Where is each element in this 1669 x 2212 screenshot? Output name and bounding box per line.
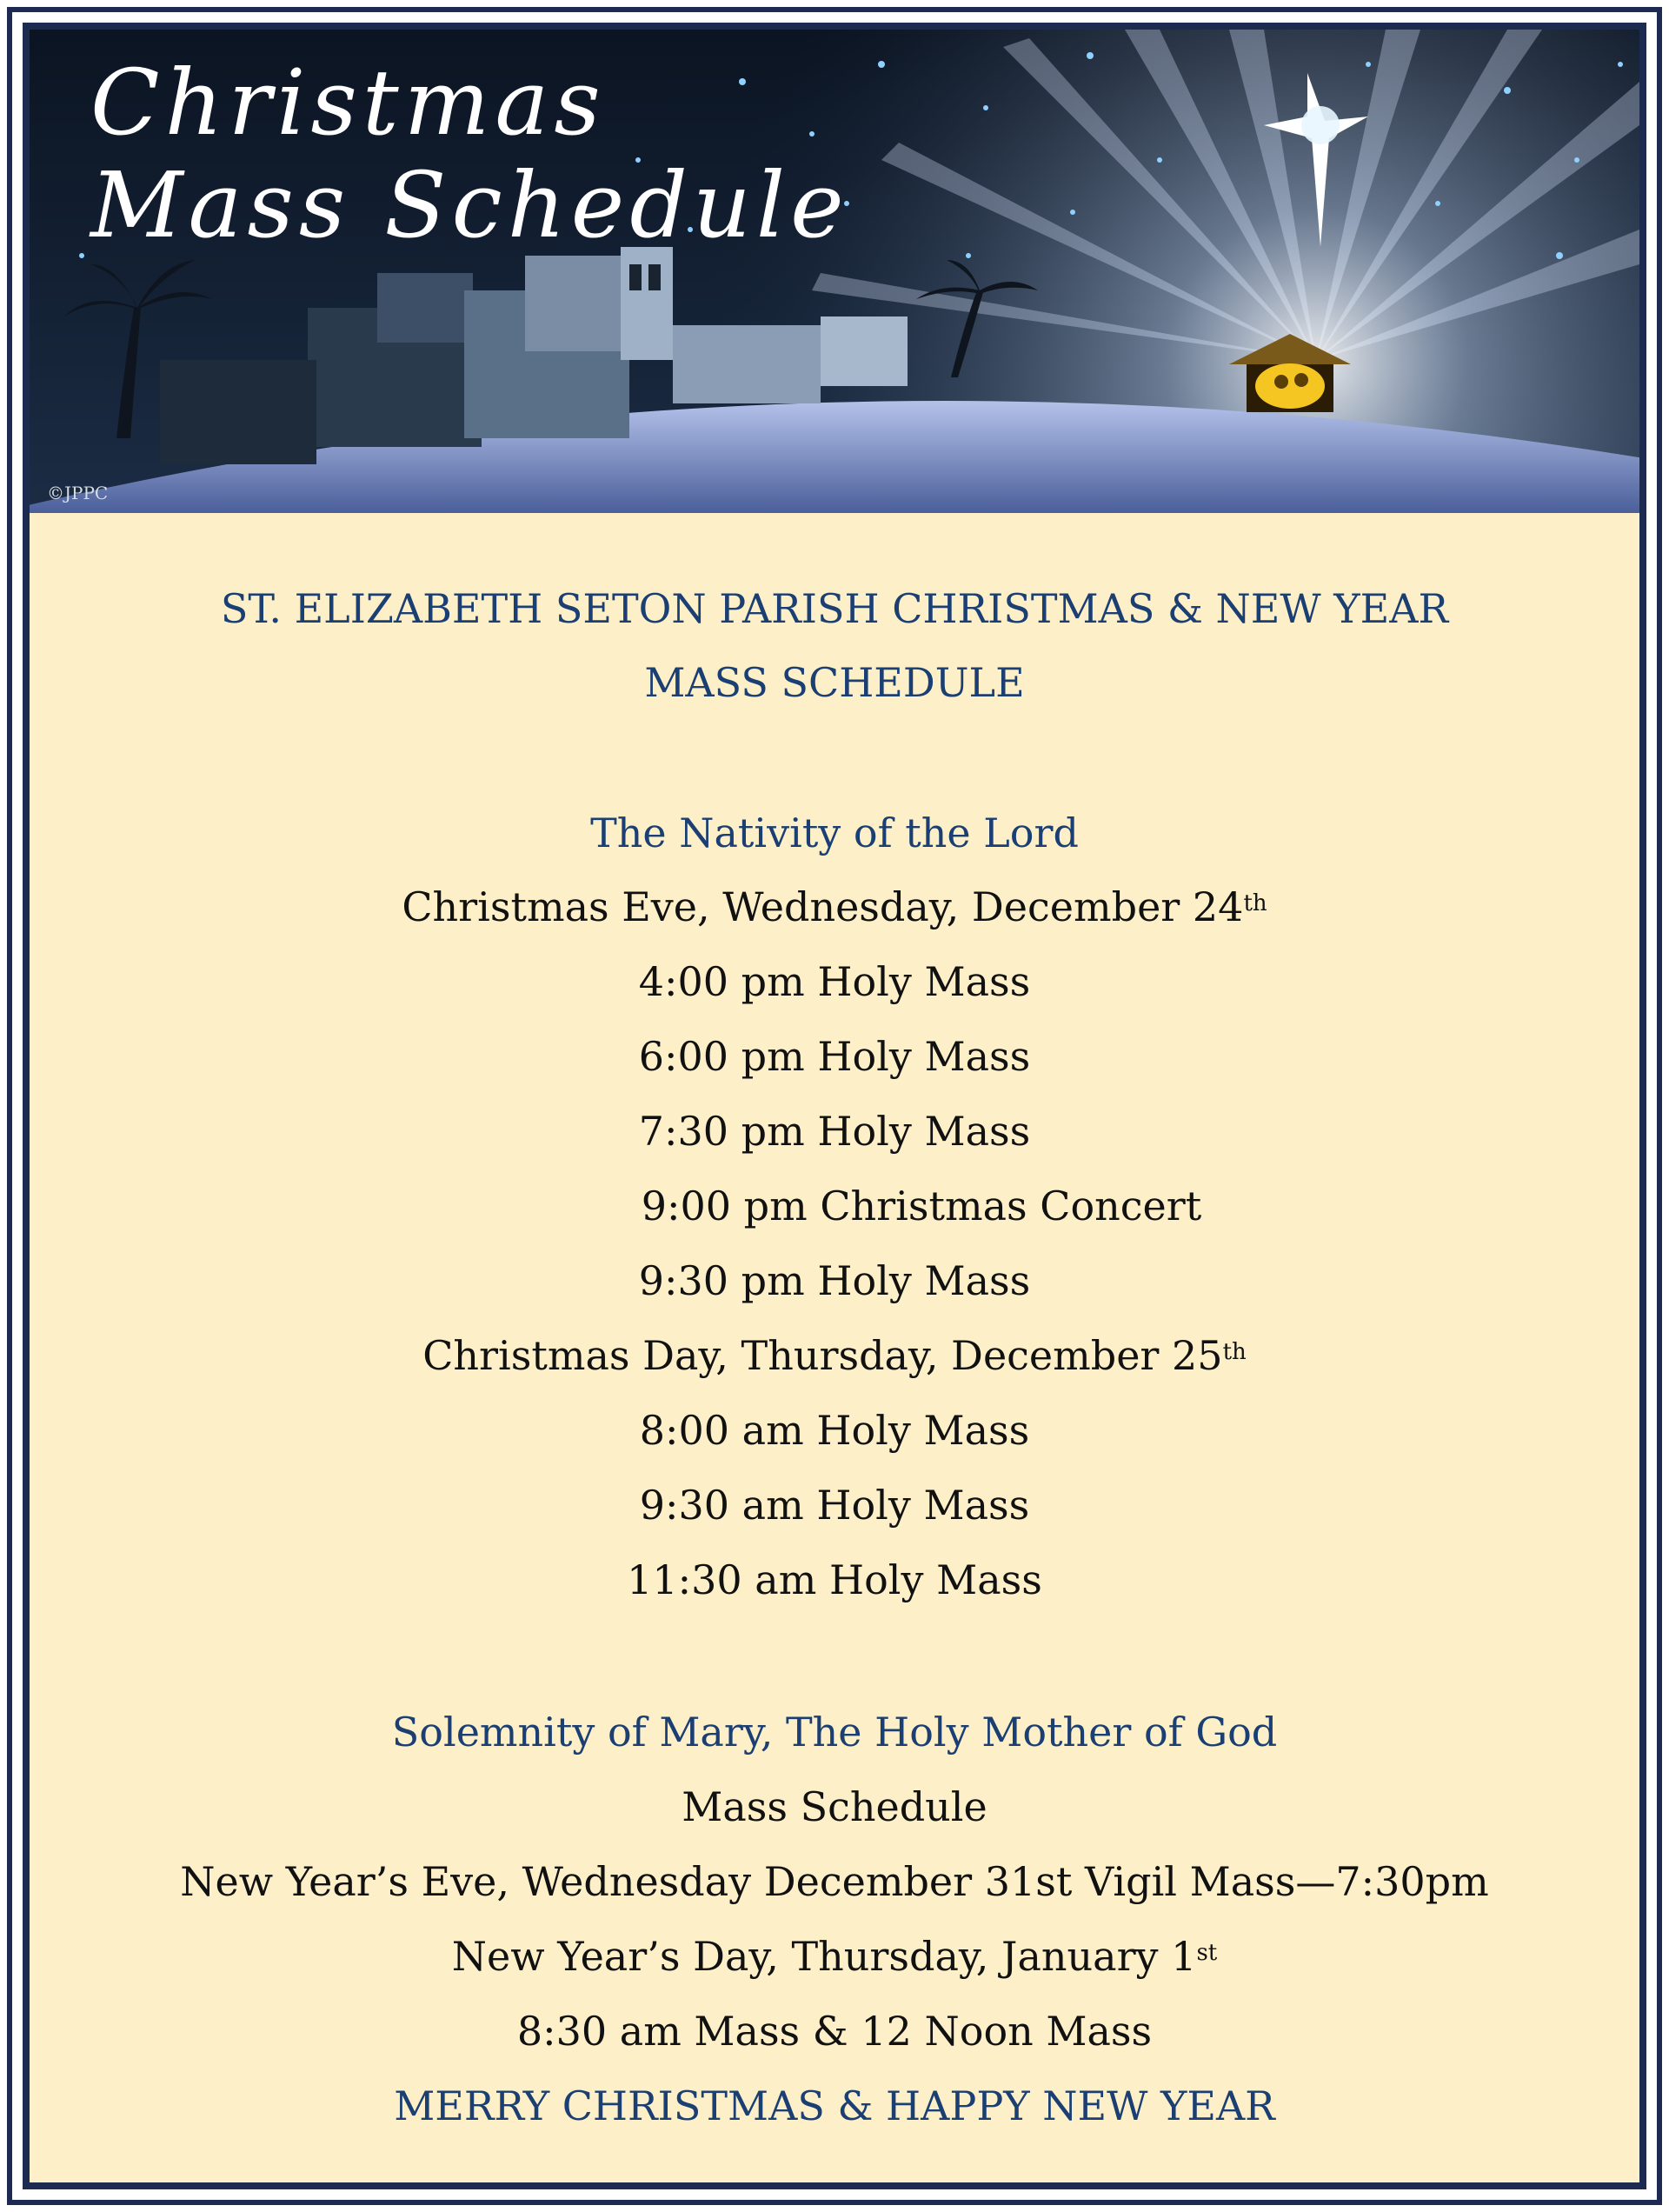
eve-time-1: 4:00 pm Holy Mass bbox=[638, 958, 1031, 1005]
banner-illustration bbox=[30, 30, 1639, 513]
solemnity-heading: Solemnity of Mary, The Holy Mother of God bbox=[391, 1709, 1278, 1756]
banner-copyright: ©JPPC bbox=[47, 483, 109, 503]
new-years-eve: New Year’s Eve, Wednesday December 31st Vigil Mass—7:30pm bbox=[180, 1858, 1489, 1905]
eve-time-5: 9:30 pm Holy Mass bbox=[638, 1257, 1031, 1304]
nativity-heading: The Nativity of the Lord bbox=[590, 810, 1079, 856]
banner bbox=[30, 30, 1639, 513]
christmas-day-label: Christmas Day, Thursday, December 25th bbox=[422, 1332, 1247, 1379]
eve-time-3: 7:30 pm Holy Mass bbox=[638, 1108, 1031, 1155]
banner-title-line1: Christmas bbox=[90, 50, 606, 156]
solemnity-subheading: Mass Schedule bbox=[682, 1783, 987, 1830]
parish-heading: ST. ELIZABETH SETON PARISH CHRISTMAS & NEW YEAR bbox=[220, 585, 1449, 632]
banner-title-line2: Mass Schedule bbox=[90, 152, 849, 258]
day-time-1: 8:00 am Holy Mass bbox=[639, 1407, 1030, 1454]
parish-subheading: MASS SCHEDULE bbox=[644, 659, 1025, 706]
day-time-3: 11:30 am Holy Mass bbox=[627, 1556, 1042, 1603]
closing-greeting: MERRY CHRISTMAS & HAPPY NEW YEAR bbox=[394, 2082, 1275, 2129]
new-years-day-label: New Year’s Day, Thursday, January 1st bbox=[451, 1933, 1218, 1980]
christmas-eve-label: Christmas Eve, Wednesday, December 24th bbox=[402, 883, 1267, 930]
day-time-2: 9:30 am Holy Mass bbox=[639, 1482, 1030, 1529]
new-years-day-times: 8:30 am Mass & 12 Noon Mass bbox=[516, 2008, 1153, 2055]
eve-concert: 9:00 pm Christmas Concert bbox=[641, 1183, 1202, 1229]
eve-time-2: 6:00 pm Holy Mass bbox=[638, 1033, 1031, 1080]
